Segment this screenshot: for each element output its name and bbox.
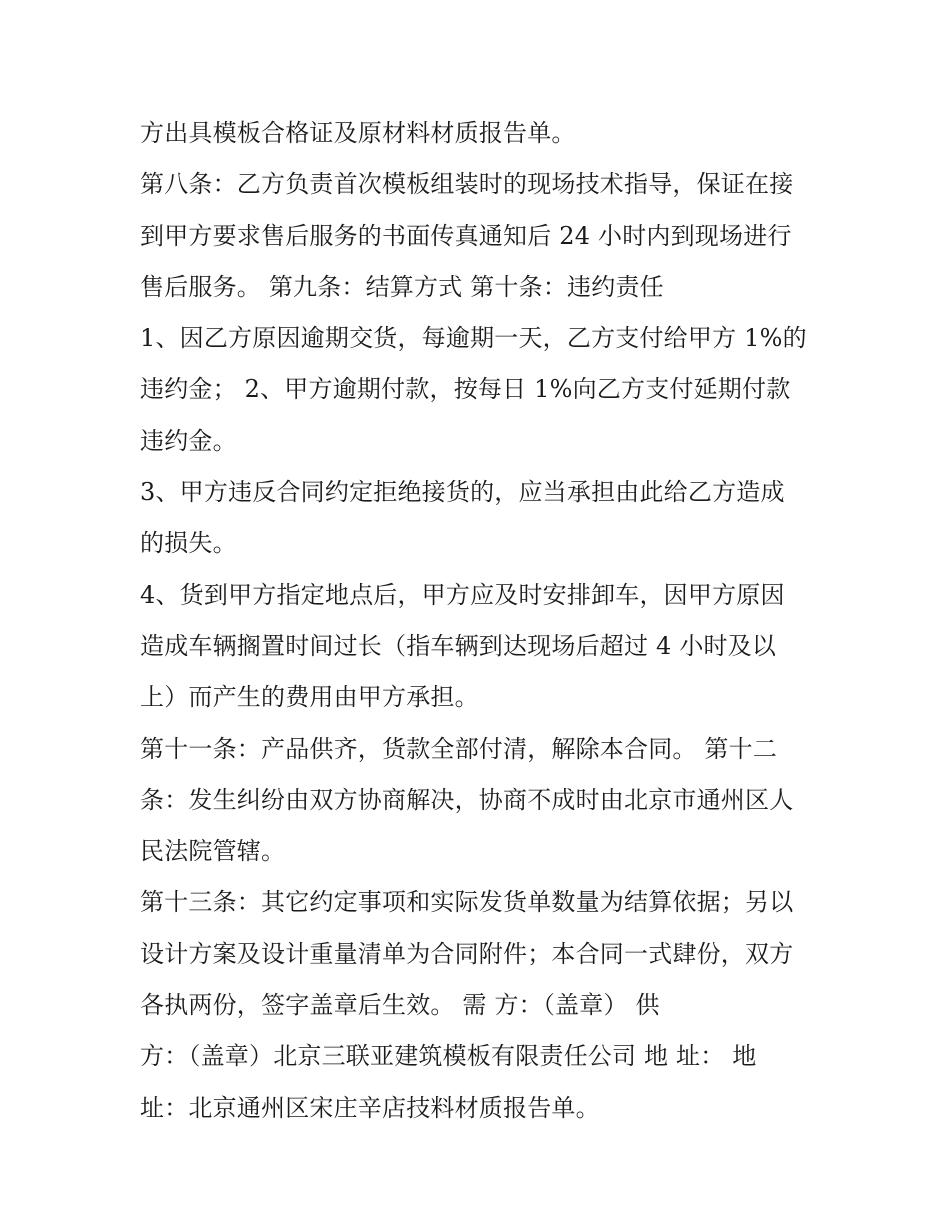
- text-line: 第十三条：其它约定事项和实际发货单数量为结算依据；另以: [140, 888, 794, 917]
- text-line: 址：北京通州区宋庄辛店技料材质报告单。: [140, 1093, 600, 1122]
- text-line: 1、因乙方原因逾期交货，每逾期一天，乙方支付给甲方 1%的: [140, 324, 807, 353]
- text-line: 3、甲方违反合同约定拒绝接货的，应当承担由此给乙方造成: [140, 478, 785, 507]
- text-line: 上）而产生的费用由甲方承担。: [140, 683, 479, 712]
- text-line: 售后服务。 第九条：结算方式 第十条：违约责任: [140, 272, 664, 301]
- text-line: 4、货到甲方指定地点后，甲方应及时安排卸车，因甲方原因: [140, 580, 785, 609]
- text-line: 设计方案及设计重量清单为合同附件；本合同一式肆份，双方: [140, 939, 794, 968]
- text-line: 造成车辆搁置时间过长（指车辆到达现场后超过 4 小时及以: [140, 631, 777, 660]
- text-line: 到甲方要求售后服务的书面传真通知后 24 小时内到现场进行: [140, 221, 792, 250]
- text-line: 各执两份，签字盖章后生效。 需 方：（盖章） 供: [140, 991, 660, 1020]
- document-body: [140, 108, 830, 1134]
- text-line: 的损失。: [140, 529, 237, 558]
- text-line: 条：发生纠纷由双方协商解决，协商不成时由北京市通州区人: [140, 785, 794, 814]
- text-line: 违约金； 2、甲方逾期付款，按每日 1%向乙方支付延期付款: [140, 375, 791, 404]
- text-line: 第十一条：产品供齐，货款全部付清，解除本合同。 第十二: [140, 734, 778, 763]
- text-line: 方：（盖章）北京三联亚建筑模板有限责任公司 地 址： 地: [140, 1042, 757, 1071]
- text-line: 违约金。: [140, 426, 237, 455]
- text-line: 民法院管辖。: [140, 837, 286, 866]
- text-line: 第八条：乙方负责首次模板组装时的现场技术指导，保证在接: [140, 170, 794, 199]
- text-line: 方出具模板合格证及原材料材质报告单。: [140, 119, 576, 147]
